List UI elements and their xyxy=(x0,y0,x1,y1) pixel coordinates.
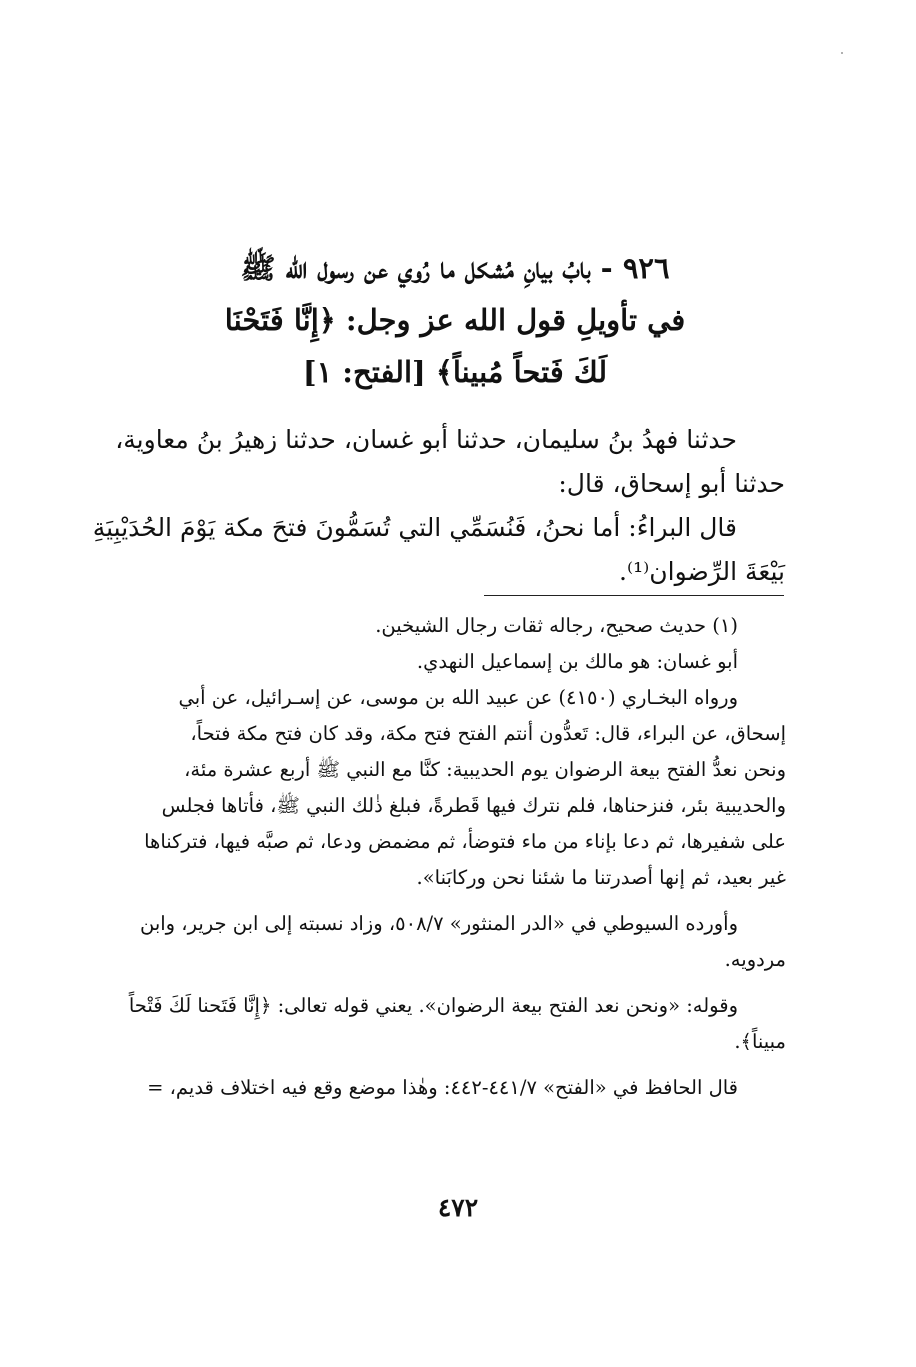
footnote-line: ورواه البخـاري (٤١٥٠) عن عبيد الله بن موسى، عن إسـرائيل، عن أبي xyxy=(178,686,738,709)
footnote-line: ونحن نعدُّ الفتح بيعة الرضوان يوم الحديبية: كنَّا مع النبي ﷺ أربع عشرة مئة، xyxy=(184,758,786,781)
chapter-heading xyxy=(120,242,790,398)
footnote-line: وأورده السيوطي في «الدر المنثور» ٥٠٨/٧، وزاد نسبته إلى ابن جرير، وابن xyxy=(139,912,738,935)
hadith-line: بَيْعَةَ الرِّضوان⁽¹⁾. xyxy=(619,557,785,586)
footnote-line: مبيناً﴾. xyxy=(734,1030,786,1053)
heading-line: لَكَ فَتحاً مُبيناً﴾ [الفتح: ١] xyxy=(302,355,608,389)
page-number: ٤٧٢ xyxy=(437,1193,479,1222)
heading-line: ٩٢٦ - بابُ بيانِ مُشكل ما رُوي عن رسول الله ﷺ xyxy=(240,251,670,285)
footnote-line: غير بعيد، ثم إنها أصدرتنا ما شئنا نحن وركابَنا». xyxy=(416,866,786,889)
footnote-line: أبو غسان: هو مالك بن إسماعيل النهدي. xyxy=(416,650,738,673)
hadith-line: حدثنا أبو إسحاق، قال: xyxy=(558,469,785,498)
footnote-divider xyxy=(484,595,784,596)
footnote-line: (١) حديث صحيح، رجاله ثقات رجال الشيخين. xyxy=(375,614,738,637)
footnote-line: مردويه. xyxy=(724,948,786,971)
footnote-line: وقوله: «ونحن نعد الفتح بيعة الرضوان». يعني قوله تعالى: ﴿إِنَّا فَتَحنا لَكَ فَتْحاً xyxy=(128,994,738,1017)
footnote-line: قال الحافظ في «الفتح» ٤٤١/٧-٤٤٢: وهٰذا موضع وقع فيه اختلاف قديم، = xyxy=(147,1076,738,1099)
scan-speck xyxy=(841,52,843,54)
footnotes xyxy=(78,608,786,1106)
hadith-line: قال البراءُ: أما نحنُ، فَنُسَمِّي التي تُسَمُّونَ فتحَ مكة يَوْمَ الحُدَيْبِيَةِ xyxy=(92,513,737,542)
footnote-line: والحديبية بئر، فنزحناها، فلم نترك فيها قَطرةً، فبلغ ذٰلك النبي ﷺ، فأتاها فجلس xyxy=(161,794,786,817)
footnote-line: على شفيرها، ثم دعا بإناء من ماء فتوضأ، ثم مضمض ودعا، ثم صبَّه فيها، فتركناها xyxy=(144,830,786,853)
hadith-text xyxy=(92,418,785,594)
hadith-line: حدثنا فهدُ بنُ سليمان، حدثنا أبو غسان، حدثنا زهيرُ بنُ معاوية، xyxy=(115,425,737,454)
footnote-line: إسحاق، عن البراء، قال: تَعدُّون أنتم الفتح فتح مكة، وقد كان فتح مكة فتحاً، xyxy=(190,722,786,745)
heading-line: في تأويلِ قول الله عز وجل: ﴿إِنَّا فَتَحْنَا xyxy=(224,303,686,337)
